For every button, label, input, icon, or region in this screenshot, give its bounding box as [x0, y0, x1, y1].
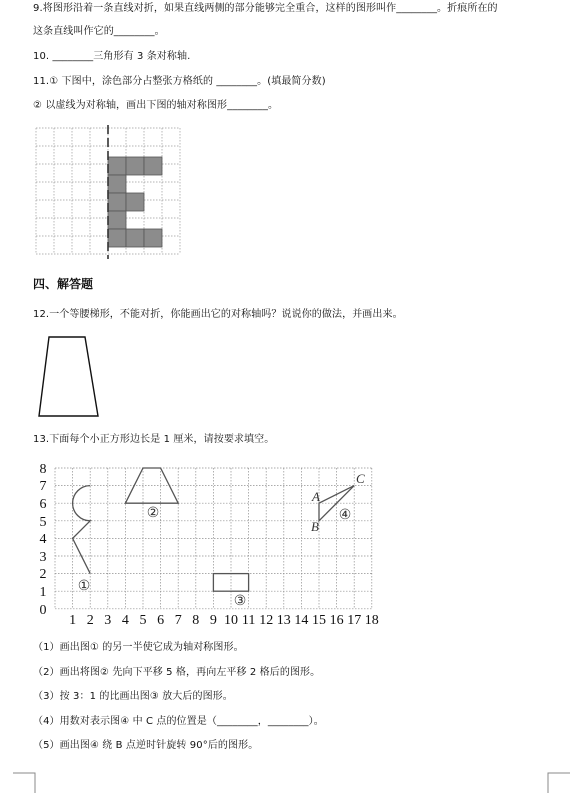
question-9-line-2: 这条直线叫作它的________。 [33, 26, 165, 37]
question-13: 13.下面每个小正方形边长是 1 厘米，请按要求填空。 [33, 434, 275, 445]
y-tick-1: 1 [39, 585, 47, 600]
x-tick-10: 10 [224, 613, 238, 628]
figure-4-label: ④ [338, 507, 352, 523]
x-tick-5: 5 [139, 613, 147, 628]
figure-e-grid [33, 125, 193, 260]
y-tick-7: 7 [39, 479, 47, 494]
x-tick-9: 9 [209, 613, 217, 628]
question-9-line-1: 9.将图形沿着一条直线对折，如果直线两侧的部分能够完全重合，这样的图形叫作________。折痕所在的 [33, 3, 498, 14]
x-tick-7: 7 [174, 613, 182, 628]
point-a-label: A [312, 489, 320, 504]
x-tick-4: 4 [121, 613, 129, 628]
x-tick-16: 16 [329, 613, 344, 628]
x-tick-17: 17 [347, 613, 362, 628]
x-tick-11: 11 [241, 613, 256, 628]
question-13-part-1: （1）画出图① 的另一半使它成为轴对称图形。 [33, 642, 244, 653]
coordinate-grid [33, 456, 383, 628]
figure-1-half [73, 486, 91, 574]
x-tick-12: 12 [259, 613, 274, 628]
figure-1-label: ① [77, 578, 91, 594]
isosceles-trapezoid [36, 334, 102, 420]
x-tick-6: 6 [157, 613, 165, 628]
x-tick-1: 1 [69, 613, 77, 628]
x-tick-15: 15 [312, 613, 326, 628]
x-tick-8: 8 [192, 613, 200, 628]
point-c-label: C [356, 471, 365, 486]
question-13-part-4: （4）用数对表示图④ 中 C 点的位置是（________，________）。 [33, 716, 324, 727]
crop-mark-bottom-right [544, 772, 570, 793]
crop-mark-bottom-left [13, 772, 39, 793]
y-tick-3: 3 [39, 550, 47, 565]
y-tick-0: 0 [39, 603, 47, 618]
section-heading: 四、解答题 [33, 277, 94, 291]
y-tick-2: 2 [39, 567, 47, 582]
e-shape [108, 157, 162, 247]
question-13-part-3: （3）按 3：1 的比画出图③ 放大后的图形。 [33, 691, 233, 702]
y-tick-5: 5 [39, 515, 47, 530]
x-tick-3: 3 [104, 613, 112, 628]
y-tick-8: 8 [39, 462, 47, 477]
x-tick-2: 2 [86, 613, 94, 628]
question-11-part-2: ② 以虚线为对称轴，画出下图的轴对称图形________。 [33, 100, 279, 111]
y-tick-4: 4 [39, 532, 47, 547]
figure-3-label: ③ [233, 593, 247, 609]
question-13-part-2: （2）画出将图② 先向下平移 5 格，再向左平移 2 格后的图形。 [33, 667, 321, 678]
question-13-part-5: （5）画出图④ 绕 B 点逆时针旋转 90°后的图形。 [33, 740, 259, 751]
point-b-label: B [311, 519, 319, 534]
x-tick-18: 18 [364, 613, 379, 628]
question-11-part-1: 11.① 下图中，涂色部分占整张方格纸的 ________。(填最简分数) [33, 76, 326, 87]
x-tick-13: 13 [276, 613, 291, 628]
y-tick-6: 6 [39, 497, 47, 512]
x-tick-14: 14 [294, 613, 309, 628]
question-10: 10. ________三角形有 3 条对称轴. [33, 51, 191, 62]
figure-2-label: ② [146, 505, 160, 521]
question-12: 12.一个等腰梯形，不能对折，你能画出它的对称轴吗？说说你的做法，并画出来。 [33, 309, 403, 320]
